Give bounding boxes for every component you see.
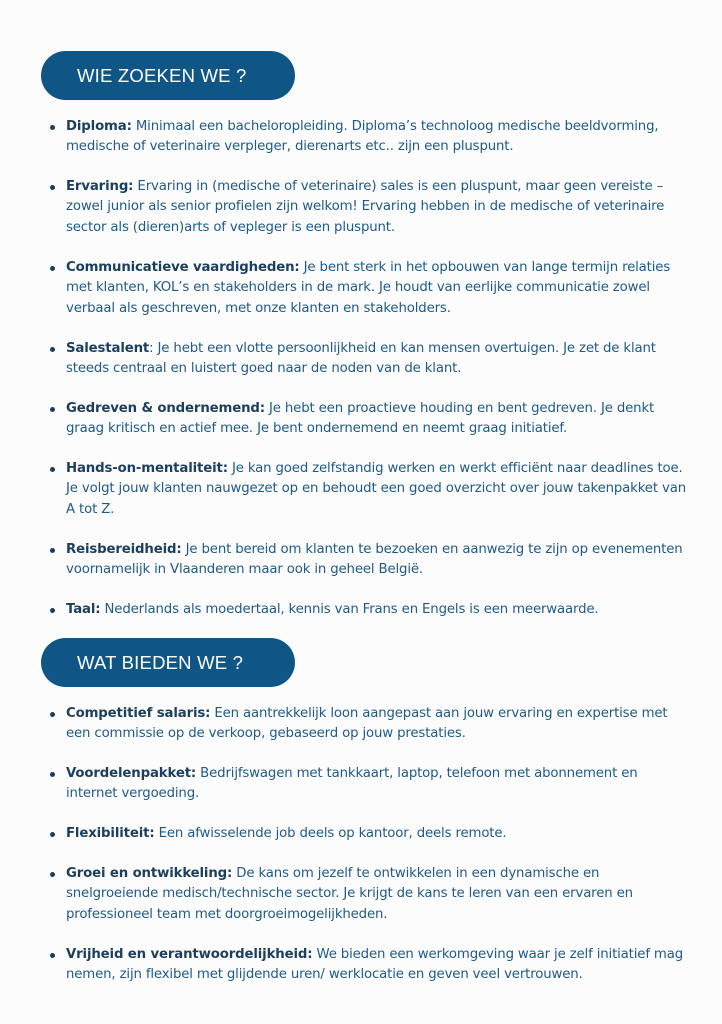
bullet-icon: [50, 872, 55, 877]
list-item: [66, 945, 686, 986]
list-item: [66, 704, 686, 745]
item-term: Gedreven & ondernemend:: [66, 401, 265, 416]
item-text: De kans om jezelf te ontwikkelen in een dynamische en snelgroeiende medisch/technische sector. Je krijgt de kans te leren van een ervaren en professioneel team met doorgroeimogelijkheden.: [66, 866, 633, 922]
item-text: Ervaring in (medische of veterinaire) sales is een pluspunt, maar geen vereiste – zowel junior als senior profielen zijn welkom! Ervaring hebben in de medische of veterinaire sector als (dieren)arts of vepleger is een pluspunt.: [66, 179, 665, 235]
list-item: [66, 540, 686, 581]
list-item: [66, 459, 686, 520]
bullet-icon: [50, 548, 55, 553]
item-term: Diploma:: [66, 119, 132, 134]
item-term: Ervaring:: [66, 179, 134, 194]
bullet-icon: [50, 347, 55, 352]
list-item: [66, 600, 686, 620]
bullet-icon: [50, 407, 55, 412]
item-text: : Je hebt een vlotte persoonlijkheid en kan mensen overtuigen. Je zet de klant steeds centraal en luistert goed naar de noden van de klant.: [66, 341, 656, 377]
list-item: [66, 339, 686, 380]
bullet-icon: [50, 125, 55, 130]
item-text: Een aantrekkelijk loon aangepast aan jouw ervaring en expertise met een commissie op de verkoop, gebaseerd op jouw prestaties.: [66, 706, 668, 742]
bullet-icon: [50, 953, 55, 958]
item-term: Competitief salaris:: [66, 706, 211, 721]
bullet-icon: [50, 832, 55, 837]
list-item: [66, 117, 686, 158]
list-item: [66, 824, 686, 844]
item-text: Nederlands als moedertaal, kennis van Frans en Engels is een meerwaarde.: [100, 602, 599, 617]
item-text: Bedrijfswagen met tankkaart, laptop, telefoon met abonnement en internet vergoeding.: [66, 766, 638, 802]
bullet-icon: [50, 772, 55, 777]
bullet-icon: [50, 712, 55, 717]
list-item: [66, 399, 686, 440]
item-term: Groei en ontwikkeling:: [66, 866, 233, 881]
item-text: Je bent bereid om klanten te bezoeken en aanwezig te zijn op evenementen voornamelijk in Vlaanderen maar ook in geheel België.: [66, 542, 683, 578]
item-text: Minimaal een bacheloropleiding. Diploma’s technoloog medische beeldvorming, medische of veterinaire verpleger, dierenarts etc.. zijn een pluspunt.: [66, 119, 659, 155]
bullet-icon: [50, 467, 55, 472]
section-header-wat-bieden-we: WAT BIEDEN WE ?: [41, 638, 295, 687]
item-term: Voordelenpakket:: [66, 766, 197, 781]
item-text: Je kan goed zelfstandig werken en werkt efficiënt naar deadlines toe. Je volgt jouw klanten nauwgezet op en behoudt een goed overzicht over jouw takenpakket van A tot Z.: [66, 461, 686, 517]
list-item: [66, 764, 686, 805]
item-term: Flexibiliteit:: [66, 826, 155, 841]
list-item: [66, 258, 686, 319]
bullet-icon: [50, 185, 55, 190]
item-term: Vrijheid en verantwoordelijkheid:: [66, 947, 313, 962]
item-text: Je hebt een proactieve houding en bent gedreven. Je denkt graag kritisch en actief mee. Je bent ondernemend en neemt graag initiatief.: [66, 401, 655, 437]
item-term: Salestalent: [66, 341, 150, 356]
item-text: Een afwisselende job deels op kantoor, deels remote.: [154, 826, 507, 841]
item-term: Taal:: [66, 602, 101, 617]
list-item: [66, 864, 686, 925]
section-header-wie-zoeken-we: WIE ZOEKEN WE ?: [41, 51, 295, 100]
list-item: [66, 177, 686, 238]
item-text: Je bent sterk in het opbouwen van lange termijn relaties met klanten, KOL’s en stakeholders in de mark. Je houdt van eerlijke communicatie zowel verbaal als geschreven, met onze klanten en stakeholders.: [66, 260, 671, 316]
bullet-icon: [50, 266, 55, 271]
item-term: Communicatieve vaardigheden:: [66, 260, 300, 275]
bullet-icon: [50, 608, 55, 613]
item-term: Reisbereidheid:: [66, 542, 182, 557]
item-text: We bieden een werkomgeving waar je zelf initiatief mag nemen, zijn flexibel met glijdende uren/ werklocatie en geven veel vertrouwen.: [66, 947, 684, 983]
item-term: Hands-on-mentaliteit:: [66, 461, 228, 476]
